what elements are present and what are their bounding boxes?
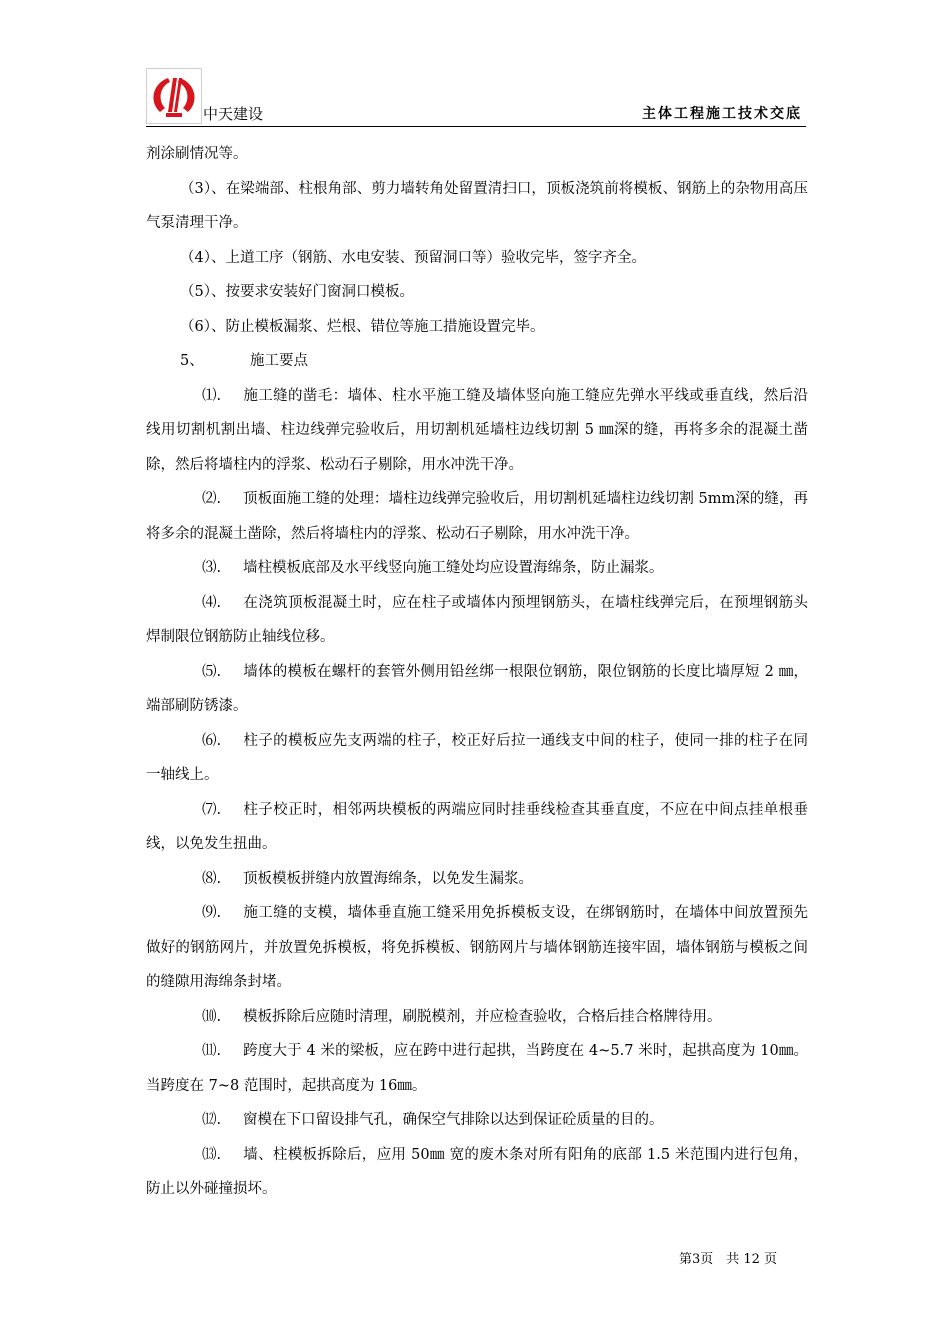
list-item [146,1034,808,1103]
item-number: ⒀. [202,1146,222,1163]
item-number: ⑺. [202,801,222,818]
item-number: ⑷. [202,594,222,611]
company-name: 中天建设 [203,105,264,123]
paragraph: （6）、防止模板漏浆、烂根、错位等施工措施设置完毕。 [180,318,545,335]
list-item [146,1138,808,1207]
list-item [146,862,808,897]
item-text: 施工缝的凿毛：墙体、柱水平施工缝及墙体竖向施工缝应先弹水平线或垂直线，然后沿线用切割机割出墙、柱边线弹完验收后，用切割机延墙柱边线切割 5 ㎜深的缝，再将多余的混凝土凿除，然后将墙柱内的浮浆、松动石子剔除，用水冲洗干净。 [146,387,808,473]
list-item [146,1000,808,1035]
item-text: 模板拆除后应随时清理，刷脱模剂，并应检查验收，合格后挂合格牌待用。 [243,1008,722,1025]
section-heading [146,344,808,379]
list-item [146,1103,808,1138]
item-number: ⑽. [202,1008,222,1025]
paragraph: 剂涂刷情况等。 [146,146,248,162]
paragraph: （5）、按要求安装好门窗洞口模板。 [180,284,414,300]
document-body [146,137,808,1207]
header-divider [146,126,806,127]
list-item [146,655,808,724]
item-text: 墙、柱模板拆除后，应用 50㎜ 宽的废木条对所有阳角的底部 1.5 米范围内进行包角，防止以外碰撞损坏。 [146,1146,808,1197]
list-item [146,724,808,793]
item-text: 顶板面施工缝的处理：墙柱边线弹完验收后，用切割机延墙柱边线切割 5mm深的缝，再将多余的混凝土凿除，然后将墙柱内的浮浆、松动石子剔除，用水冲洗干净。 [146,491,808,542]
document-title: 主体工程施工技术交底 [642,106,802,122]
item-number: ⑼. [202,905,222,921]
list-item [146,482,808,551]
item-number: ⑶. [202,560,222,576]
item-text: 柱子的模板应先支两端的柱子，校正好后拉一通线支中间的柱子，使同一排的柱子在同一轴线上。 [146,732,808,783]
item-text: 窗模在下口留设排气孔，确保空气排除以达到保证砼质量的目的。 [243,1112,664,1128]
section-number: 5、 [180,353,204,369]
item-text: 墙体的模板在螺杆的套管外侧用铅丝绑一根限位钢筋，限位钢筋的长度比墙厚短 2 ㎜，端部刷防锈漆。 [146,663,808,714]
paragraph: （4）、上道工序（钢筋、水电安装、预留洞口等）验收完毕，签字齐全。 [180,249,646,266]
item-text: 在浇筑顶板混凝土时，应在柱子或墙体内预埋钢筋头，在墙柱线弹完后，在预埋钢筋头焊制限位钢筋防止轴线位移。 [146,594,808,645]
item-number: ⑿. [202,1112,222,1128]
item-number: ⑴. [202,387,222,404]
section-title: 施工要点 [250,353,308,369]
list-item [146,551,808,586]
item-number: ⑵. [202,491,222,507]
item-number: ⑹. [202,732,222,749]
item-text: 跨度大于 4 米的梁板，应在跨中进行起拱，当跨度在 4~5.7 米时，起拱高度为 10㎜。当跨度在 7~8 范围时，起拱高度为 16㎜。 [146,1043,808,1094]
list-item [146,896,808,1000]
item-text: 施工缝的支模，墙体垂直施工缝采用免拆模板支设，在绑钢筋时，在墙体中间放置预先做好的钢筋网片，并放置免拆模板，将免拆模板、钢筋网片与墙体钢筋连接牢固，墙体钢筋与模板之间的缝隙用海绵条封堵。 [146,905,808,990]
list-item [146,586,808,655]
item-text: 墙柱模板底部及水平线竖向施工缝处均应设置海绵条，防止漏浆。 [243,560,664,576]
item-text: 顶板模板拼缝内放置海绵条，以免发生漏浆。 [243,870,533,887]
paragraph: （3）、在梁端部、柱根角部、剪力墙转角处留置清扫口，顶板浇筑前将模板、钢筋上的杂物用高压气泵清理干净。 [146,180,808,231]
item-text: 柱子校正时，相邻两块模板的两端应同时挂垂线检查其垂直度，不应在中间点挂单根垂线，以免发生扭曲。 [146,801,808,852]
page-footer: 第3页 共 12 页 [679,1252,778,1267]
item-number: ⑻. [202,870,222,887]
item-number: ⑸. [202,663,222,680]
list-item [146,793,808,862]
list-item [146,379,808,483]
item-number: ⑾. [202,1043,222,1059]
company-logo-icon [146,68,202,124]
